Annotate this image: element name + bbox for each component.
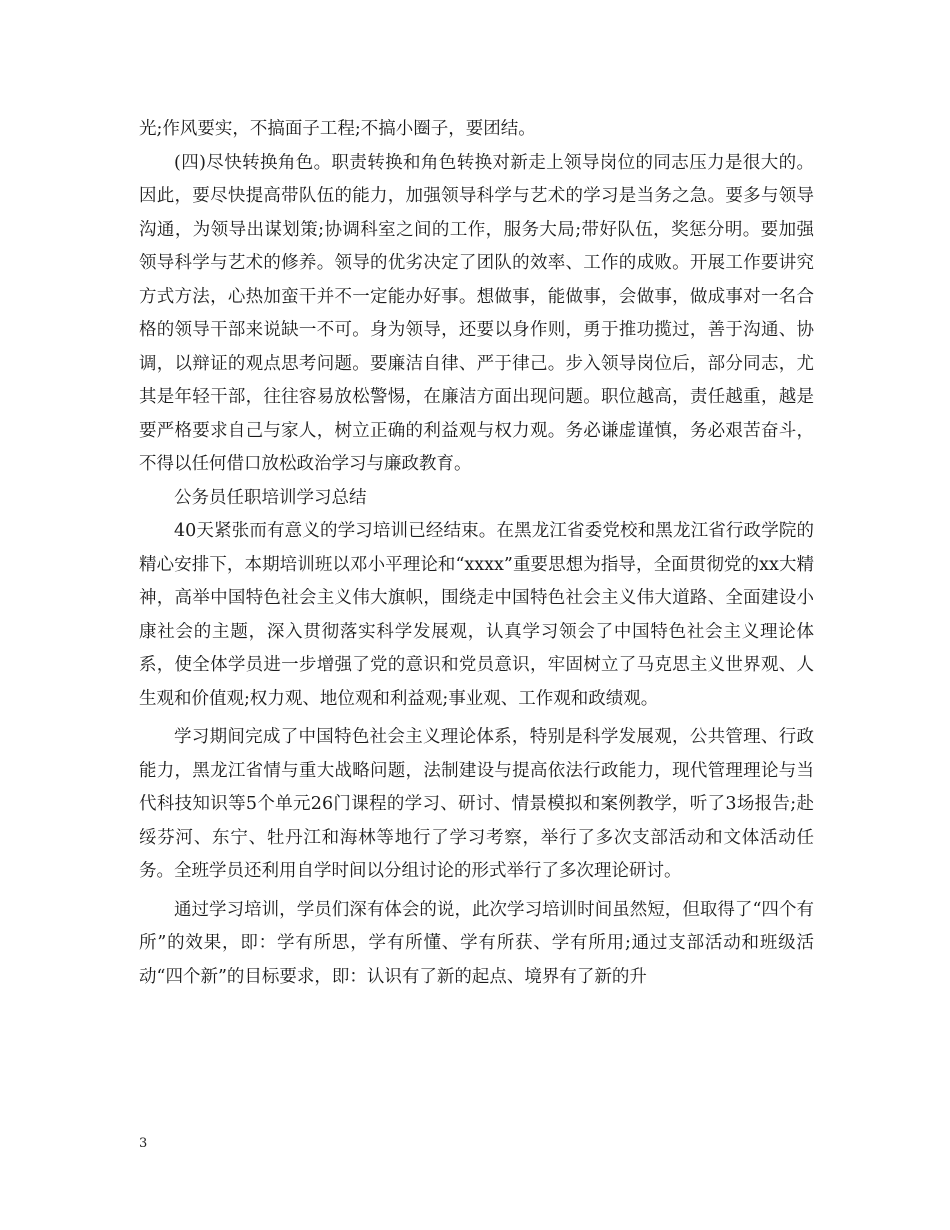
section-heading: 公务员任职培训学习总结 (174, 487, 367, 508)
document-body (139, 113, 814, 994)
paragraph-training-summary: 40天紧张而有意义的学习培训已经结束。在黑龙江省委党校和黑龙江省行政学院的精心安排下，本期培训班以邓小平理论和“xxxx”重要思想为指导，全面贯彻党的xx大精神，高举中国特色社会主义伟大旗帜，围绕走中国特色社会主义伟大道路、全面建设小康社会的主题，深入贯彻落实科学发展观，认真学习领会了中国特色社会主义理论体系，使全体学员进一步增强了党的意识和党员意识，牢固树立了马克思主义世界观、人生观和价值观;权力观、地位观和利益观;事业观、工作观和政绩观。 (139, 521, 814, 709)
paragraph-study-results: 通过学习培训，学员们深有体会的说，此次学习培训时间虽然短，但取得了“四个有所”的效果，即：学有所思，学有所懂、学有所获、学有所用;通过支部活动和班级活动“四个新”的目标要求，即：认识有了新的起点、境界有了新的升 (139, 899, 814, 987)
page-number: 3 (139, 1136, 148, 1151)
paragraph-role-transition: (四)尽快转换角色。职责转换和角色转换对新走上领导岗位的同志压力是很大的。因此，要尽快提高带队伍的能力，加强领导科学与艺术的学习是当务之急。要多与领导沟通，为领导出谋划策;协调科室之间的工作，服务大局;带好队伍，奖惩分明。要加强领导科学与艺术的修养。领导的优劣决定了团队的效率、工作的成败。开展工作要讲究方式方法，心热加蛮干并不一定能办好事。想做事，能做事，会做事，做成事对一名合格的领导干部来说缺一不可。身为领导，还要以身作则，勇于推功揽过，善于沟通、协调，以辩证的观点思考问题。要廉洁自律、严于律己。步入领导岗位后，部分同志，尤其是年轻干部，往往容易放松警惕，在廉洁方面出现问题。职位越高，责任越重，越是要严格要求自己与家人，树立正确的利益观与权力观。务必谦虚谨慎，务必艰苦奋斗，不得以任何借口放松政治学习与廉政教育。 (139, 152, 814, 474)
paragraph-continuation: 光;作风要实，不搞面子工程;不搞小圈子，要团结。 (139, 119, 536, 139)
paragraph-study-content: 学习期间完成了中国特色社会主义理论体系，特别是科学发展观，公共管理、行政能力，黑龙江省情与重大战略问题，法制建设与提高依法行政能力，现代管理理论与当代科技知识等5个单元26门课程的学习、研讨、情景模拟和案例教学，听了3场报告;赴绥芬河、东宁、牡丹江和海林等地行了学习考察，举行了多次支部活动和文体活动任务。全班学员还利用自学时间以分组讨论的形式举行了多次理论研讨。 (139, 727, 814, 881)
